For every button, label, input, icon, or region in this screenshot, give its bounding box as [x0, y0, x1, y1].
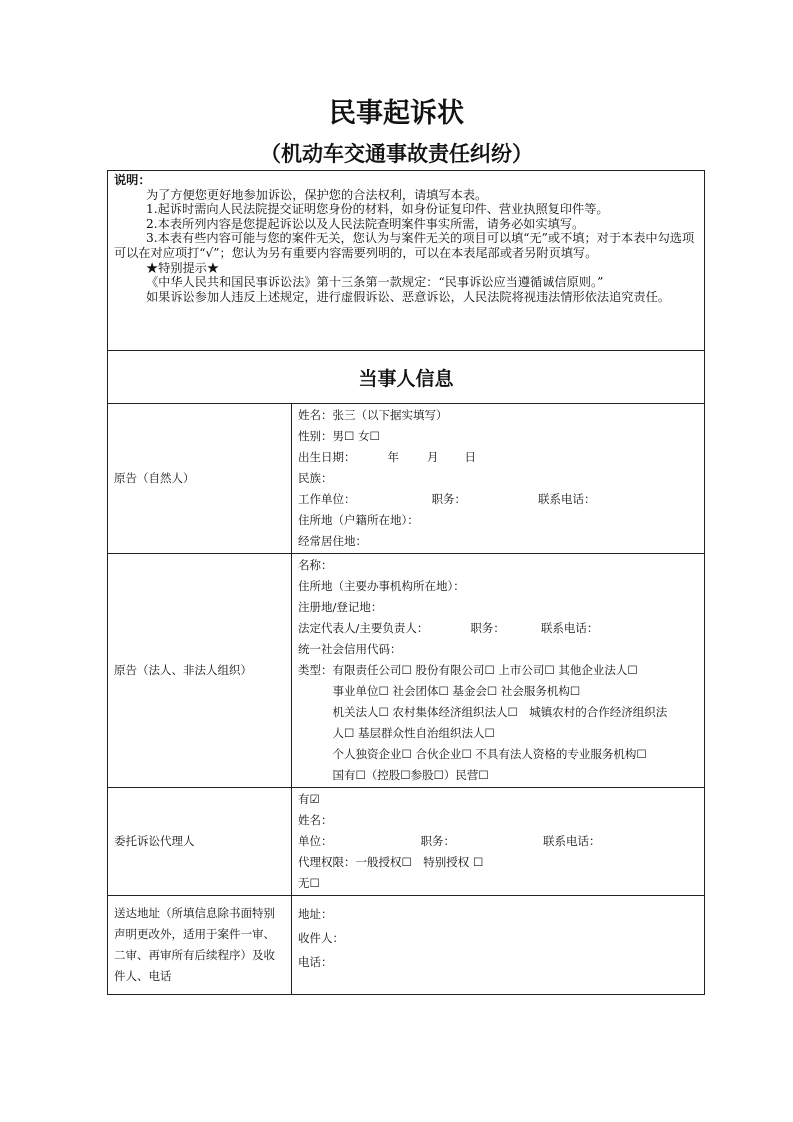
delivery-phone-field[interactable]: 电话： [298, 955, 333, 969]
work-field[interactable] [298, 489, 698, 510]
instruction-line: 3.本表有些内容可能与您的案件无关，您认为与案件无关的项目可以填“无”或不填；对于本表中勾选项可以在对应项打“√”；您认为另有重要内容需要列明的，可以在本表尾部或者另附页填写。 [114, 231, 695, 260]
plaintiff-legal-label: 原告（法人、非法人组织） [108, 554, 292, 788]
delivery-row [108, 896, 705, 995]
agent-no-checkbox[interactable]: 无☐ [298, 876, 320, 890]
org-type-line[interactable]: 人☐ 基层群众性自治组织法人☐ [298, 726, 495, 740]
gender-field[interactable]: 性别：男☐ 女☐ [298, 429, 380, 443]
instruction-line: 如果诉讼参加人违反上述规定，进行虚假诉讼、恶意诉讼，人民法院将视违法情形依法追究责任。 [146, 289, 671, 304]
document-title: 民事起诉状 [329, 98, 464, 129]
name-field[interactable]: 姓名：张三（以下据实填写） [298, 408, 448, 422]
section-title: 当事人信息 [108, 351, 705, 404]
special-notice: ★特别提示★ [146, 260, 220, 275]
unit-label: 单位： [298, 834, 333, 848]
registered-place-field[interactable]: 注册地/登记地： [298, 600, 383, 614]
delivery-recipient-field[interactable]: 收件人： [298, 931, 344, 945]
instruction-line: 2.本表所列内容是您提起诉讼以及人民法院查明案件事实所需，请务必如实填写。 [146, 216, 585, 231]
credit-code-field[interactable]: 统一社会信用代码： [298, 642, 402, 656]
birth-date-label: 出生日期： [298, 450, 356, 464]
agent-yes-checkbox[interactable]: 有☑ [298, 792, 320, 806]
instructions-heading: 说明： [114, 173, 151, 187]
legal-rep-field[interactable] [298, 618, 698, 639]
org-type-line[interactable]: 机关法人☐ 农村集体经济组织法人☐ 城镇农村的合作经济组织法 [298, 705, 668, 719]
instructions-box [108, 171, 705, 351]
section-header-row [108, 351, 705, 404]
agent-fields [292, 788, 705, 896]
instruction-line: 1.起诉时需向人民法院提交证明您身份的材料，如身份证复印件、营业执照复印件等。 [146, 202, 609, 217]
org-type-line[interactable]: 事业单位☐ 社会团体☐ 基金会☐ 社会服务机构☐ [298, 684, 581, 698]
plaintiff-legal-row [108, 554, 705, 788]
instruction-line: 《中华人民共和国民事诉讼法》第十三条第一款规定：“民事诉讼应当遵循诚信原则。” [146, 275, 604, 290]
org-residence-field[interactable]: 住所地（主要办事机构所在地）： [298, 579, 465, 593]
position-label: 职务： [431, 492, 466, 506]
plaintiff-natural-label: 原告（自然人） [108, 404, 292, 554]
plaintiff-legal-fields [292, 554, 705, 788]
org-name-field[interactable]: 名称： [298, 558, 333, 572]
agent-row [108, 788, 705, 896]
agent-authority-field[interactable]: 代理权限：一般授权☐ 特别授权 ☐ [298, 855, 484, 869]
agent-name-field[interactable]: 姓名： [298, 813, 333, 827]
instruction-line: 为了方便您更好地参加诉讼，保护您的合法权利，请填写本表。 [146, 187, 488, 202]
year-label: 年 [387, 450, 399, 464]
delivery-fields [292, 896, 705, 995]
plaintiff-natural-fields [292, 404, 705, 554]
residence-field[interactable]: 住所地（户籍所在地）： [298, 513, 419, 527]
agent-unit-field[interactable] [298, 831, 698, 852]
delivery-address-field[interactable]: 地址： [298, 907, 333, 921]
ethnicity-field[interactable]: 民族： [298, 471, 333, 485]
day-label: 日 [464, 450, 476, 464]
agent-label: 委托诉讼代理人 [108, 788, 292, 896]
position-label: 职务： [420, 834, 455, 848]
instructions-row [108, 171, 705, 351]
plaintiff-natural-row [108, 404, 705, 554]
month-label: 月 [427, 450, 439, 464]
org-type-line[interactable]: 类型：有限责任公司☐ 股份有限公司☐ 上市公司☐ 其他企业法人☐ [298, 663, 638, 677]
habitual-residence-field[interactable]: 经常居住地： [298, 534, 367, 548]
phone-label: 联系电话： [543, 834, 601, 848]
complaint-form [107, 170, 705, 995]
document-subtitle: （机动车交通事故责任纠纷） [260, 141, 533, 166]
phone-label: 联系电话： [538, 492, 596, 506]
birth-date-field[interactable] [298, 447, 698, 468]
work-unit-label: 工作单位： [298, 492, 356, 506]
legal-rep-label: 法定代表人/主要负责人： [298, 621, 429, 635]
delivery-label: 送达地址（所填信息除书面特别声明更改外，适用于案件一审、二审、再审所有后续程序）及收件人、电话 [108, 896, 292, 995]
org-type-line[interactable]: 国有☐（控股☐参股☐）民营☐ [298, 768, 489, 782]
phone-label: 联系电话： [540, 621, 599, 635]
position-label: 职务： [470, 621, 505, 635]
org-type-line[interactable]: 个人独资企业☐ 合伙企业☐ 不具有法人资格的专业服务机构☐ [298, 747, 647, 761]
